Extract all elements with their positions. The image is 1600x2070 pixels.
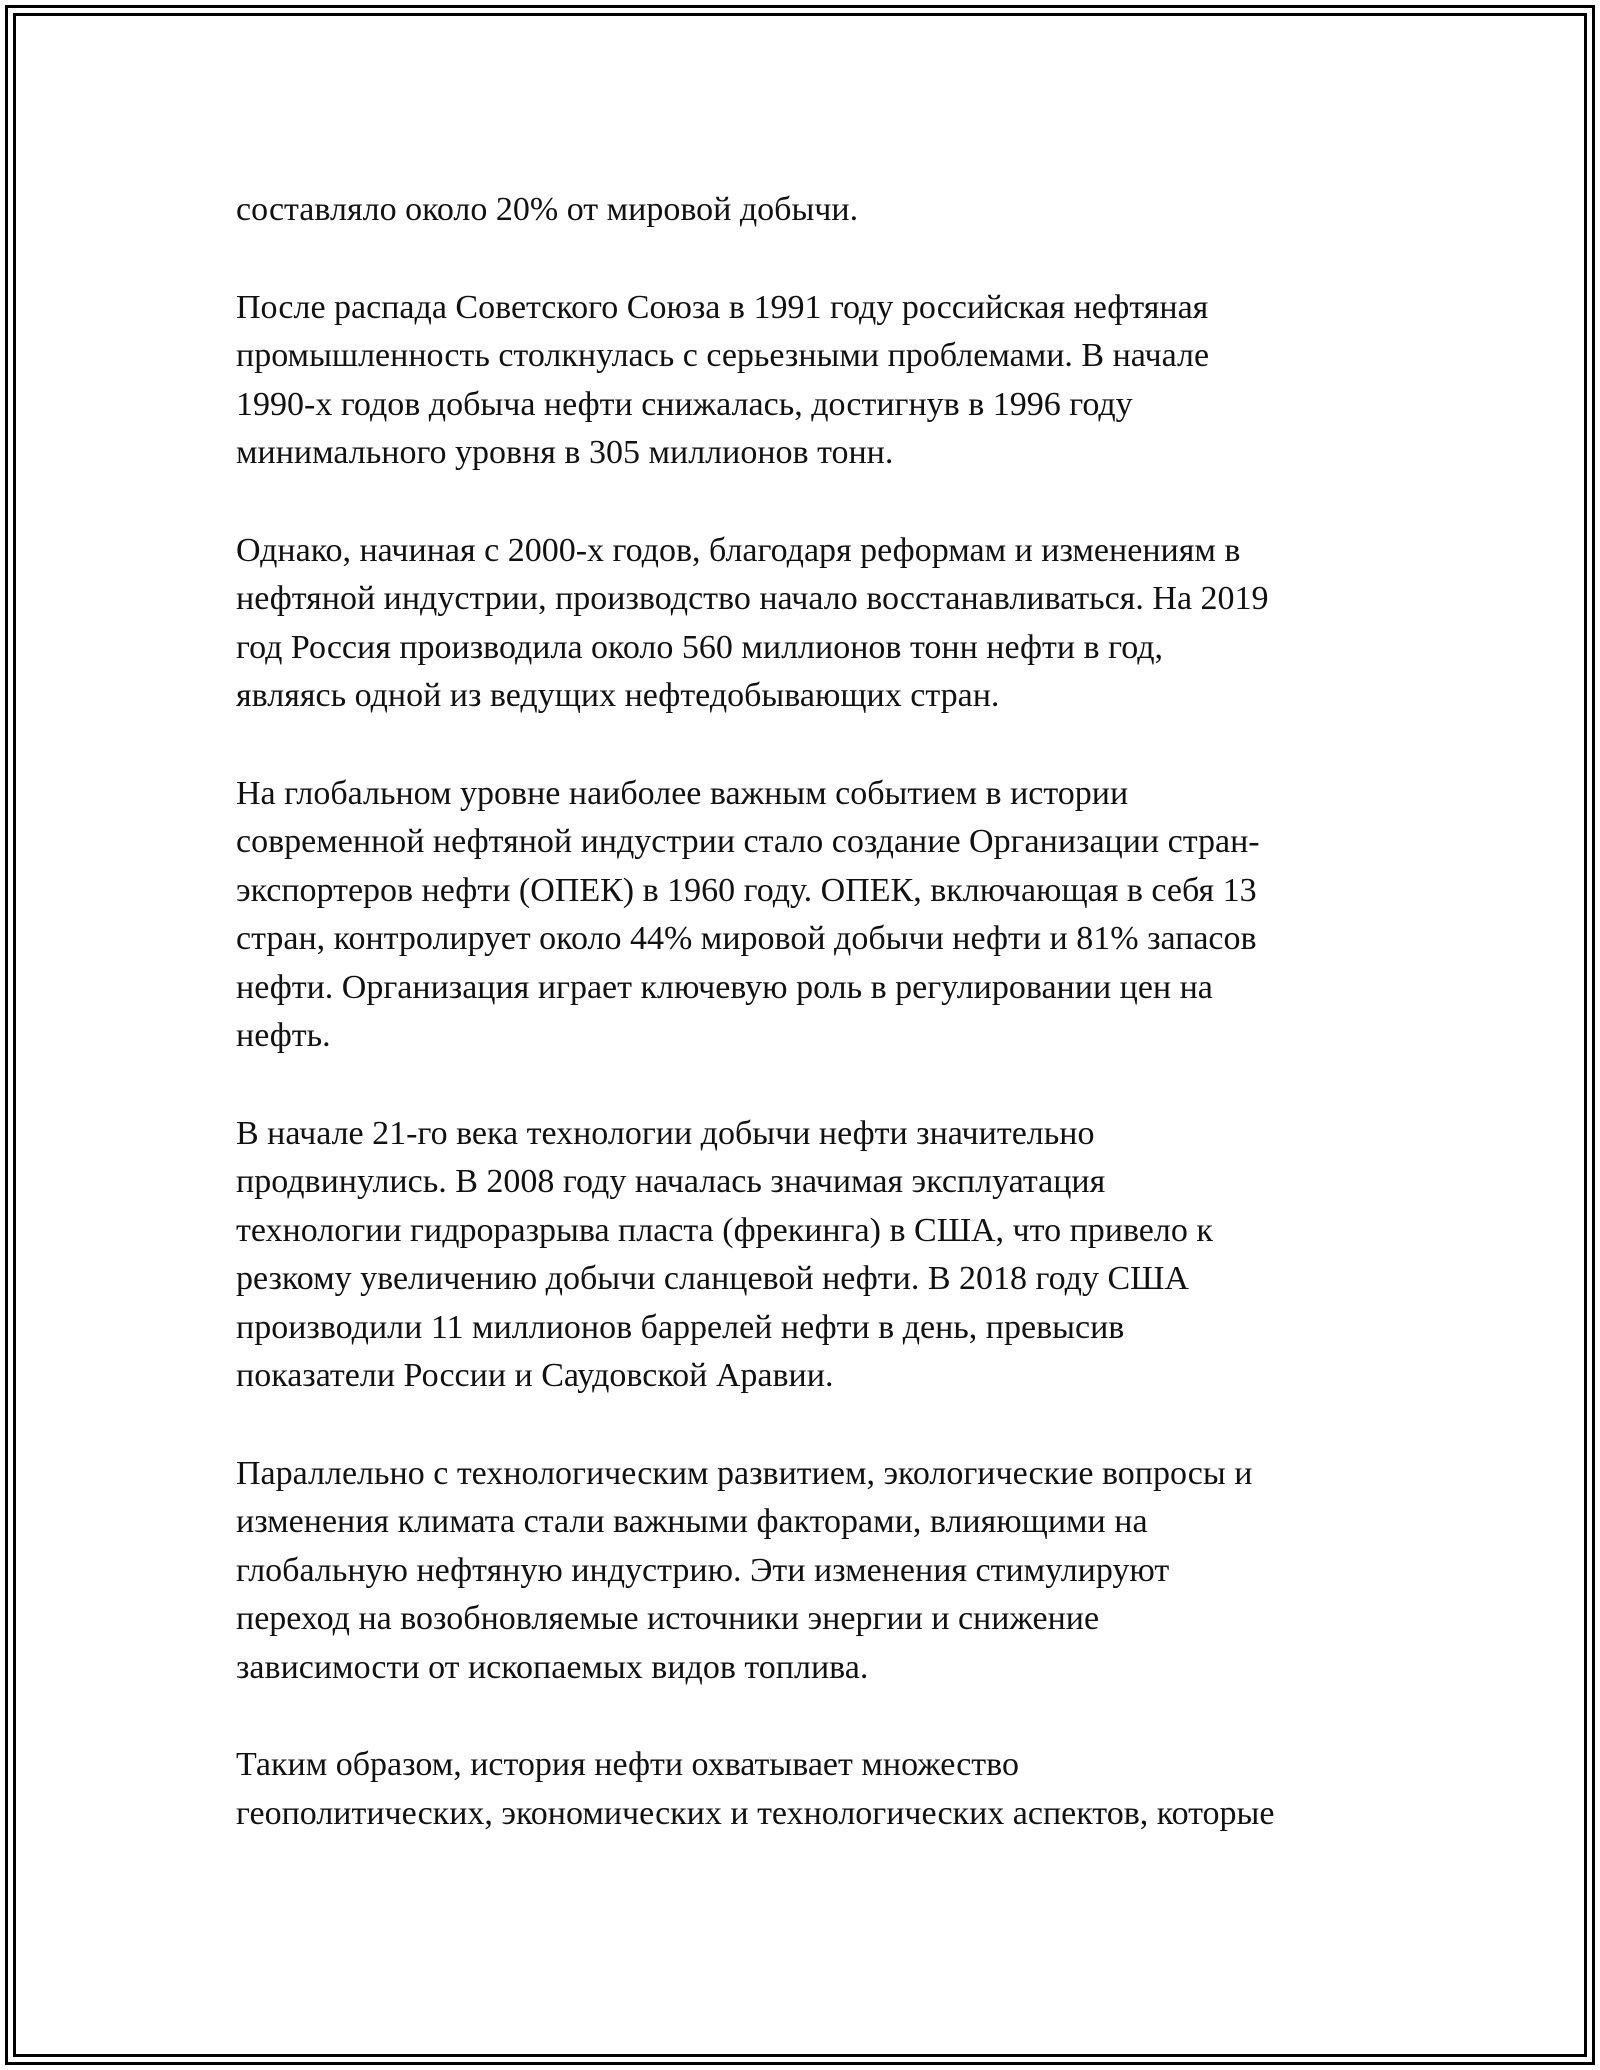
document-body [236,186,1416,1838]
text-line: зависимости от ископаемых видов топлива. [236,1648,869,1686]
text-line: год Россия производила около 560 миллионов тонн нефти в год, [236,628,1164,666]
paragraph [236,770,1416,1061]
text-line: современной нефтяной индустрии стало создание Организации стран- [236,823,1260,860]
text-line: продвинулись. В 2008 году началась значимая эксплуатация [236,1163,1106,1200]
text-line: нефть. [236,1017,331,1054]
text-line: переход на возобновляемые источники энергии и снижение [236,1600,1100,1637]
text-line: В начале 21-го века технологии добычи нефти значительно [236,1114,1095,1152]
text-line: глобальную нефтяную индустрию. Эти изменения стимулируют [236,1551,1170,1589]
text-line: После распада Советского Союза в 1991 году российская нефтяная [236,288,1209,326]
paragraph [236,1741,1416,1838]
paragraph [236,527,1416,721]
text-line: минимального уровня в 305 миллионов тонн. [236,434,894,471]
text-line: Таким образом, история нефти охватывает множество [236,1746,1019,1783]
paragraph [236,284,1416,478]
text-line: нефти. Организация играет ключевую роль в регулировании цен на [236,968,1213,1006]
text-line: нефтяной индустрии, производство начало восстанавливаться. На 2019 [236,580,1269,617]
text-line: Параллельно с технологическим развитием, экологические вопросы и [236,1454,1253,1492]
text-line: На глобальном уровне наиболее важным событием в истории [236,774,1129,812]
text-line: показатели России и Саудовской Аравии. [236,1357,834,1394]
text-line: 1990-х годов добыча нефти снижалась, достигнув в 1996 году [236,385,1133,423]
paragraph [236,186,1416,235]
text-line: изменения климата стали важными факторами, влияющими на [236,1503,1148,1540]
text-line: Однако, начиная с 2000-х годов, благодаря реформам и изменениям в [236,531,1241,569]
text-line: технологии гидроразрыва пласта (фрекинга) в США, что привело к [236,1211,1213,1249]
text-line: составляло около 20% от мировой добычи. [236,191,859,228]
text-line: резкому увеличению добычи сланцевой нефти. В 2018 году США [236,1260,1189,1297]
paragraph [236,1110,1416,1401]
text-line: промышленность столкнулась с серьезными проблемами. В начале [236,337,1210,374]
text-line: производили 11 миллионов баррелей нефти в день, превысив [236,1308,1125,1346]
paragraph [236,1450,1416,1693]
text-line: стран, контролирует около 44% мировой добычи нефти и 81% запасов [236,920,1257,957]
text-line: экспортеров нефти (ОПЕК) в 1960 году. ОПЕК, включающая в себя 13 [236,871,1257,909]
text-line: являясь одной из ведущих нефтедобывающих стран. [236,677,1000,714]
text-line: геополитических, экономических и технологических аспектов, которые [236,1794,1275,1832]
